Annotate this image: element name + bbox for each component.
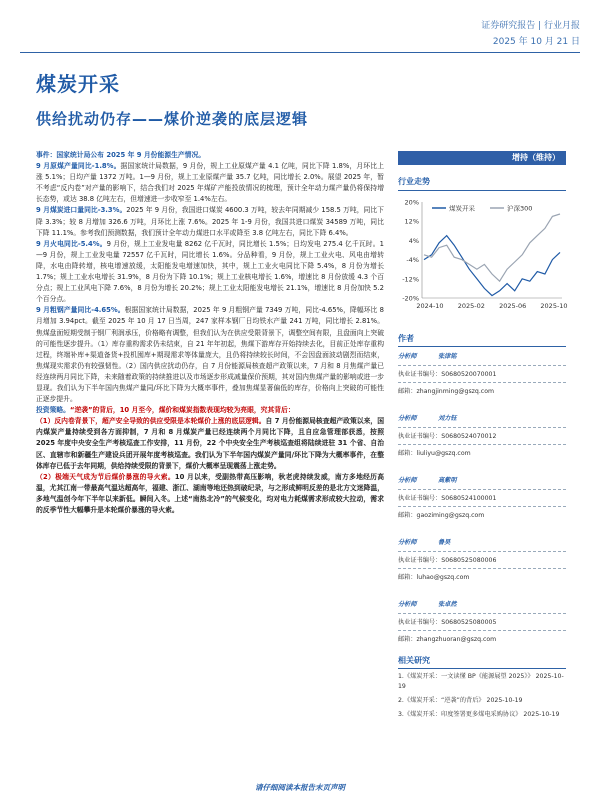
analyst-cert: 执业证书编号：S0680525080005 bbox=[398, 619, 497, 626]
bullet-title: （2）极端天气成为节后煤价暴涨的导火索。 bbox=[36, 472, 175, 481]
analyst-dash bbox=[398, 444, 566, 445]
paragraph-title: 9 月火电同比-5.4%。 bbox=[36, 239, 107, 248]
analyst-card bbox=[398, 535, 566, 597]
paragraph-title: 9 月粗钢产量同比-4.65%。 bbox=[36, 306, 125, 315]
bullet-title: （1）反内卷背景下，超产安全导致的供应受限是本轮煤价上涨的底层逻辑。 bbox=[36, 417, 266, 426]
analyst-name: 高紫明 bbox=[438, 477, 457, 484]
paragraph-thermal-power bbox=[36, 239, 384, 306]
bullet-1 bbox=[36, 416, 384, 471]
analyst-card bbox=[398, 411, 566, 473]
report-header bbox=[481, 18, 580, 50]
y-tick-label: -12% bbox=[402, 275, 419, 284]
analyst-email[interactable]: 邮箱：liuliyu@gszq.com bbox=[398, 450, 471, 457]
analyst-email[interactable]: 邮箱：gaoziming@gszq.com bbox=[398, 512, 485, 519]
analyst-name: 刘力钰 bbox=[438, 415, 457, 422]
analyst-dash bbox=[398, 568, 566, 569]
analyst-cert: 执业证书编号：S0680524070012 bbox=[398, 433, 497, 440]
analyst-dash bbox=[398, 613, 566, 614]
analyst-email[interactable]: 邮箱：luhao@gszq.com bbox=[398, 574, 470, 581]
analyst-divider bbox=[398, 346, 566, 347]
analyst-cert: 执业证书编号：S0680520070001 bbox=[398, 371, 497, 378]
y-tick-label: 4% bbox=[408, 236, 419, 245]
paragraph-coal-output bbox=[36, 161, 384, 205]
analyst-dash bbox=[398, 506, 566, 507]
x-tick-label: 2025-10 bbox=[540, 302, 568, 310]
paragraph-text: 据国家统计局数据，9 月份，规上工业原煤产量 4.1 亿吨，同比下降 1.8%，月环比上涨 5.1%；日均产量 1372 万吨。1—9 月份，规上工业原煤产量 35.7 亿吨，同比增长 2.0%。展望 2025 年，暂不考虑“反内卷”对产量的影响下，结合我们对 2025 年煤矿产能投放情况的梳理，预计全年动力煤产量仍将保持增长态势，或达 38.8 亿吨左右，但增速进一步收窄至 1.4%左右。 bbox=[36, 162, 384, 204]
event-label: 事件： bbox=[36, 151, 57, 159]
analyst-role: 分析师 bbox=[398, 353, 417, 360]
paragraph-crude-steel bbox=[36, 305, 384, 405]
related-divider bbox=[398, 668, 566, 669]
analyst-role: 分析师 bbox=[398, 415, 417, 422]
analyst-list bbox=[398, 349, 566, 659]
analyst-cert: 执业证书编号：S0680525080006 bbox=[398, 557, 497, 564]
x-tick-label: 2024-10 bbox=[416, 302, 444, 310]
y-tick-label: 12% bbox=[404, 217, 419, 226]
series-line-1 bbox=[424, 214, 560, 281]
analyst-dash bbox=[398, 489, 566, 490]
analyst-email[interactable]: 邮箱：zhangjinming@gszq.com bbox=[398, 388, 495, 395]
analyst-role: 分析师 bbox=[398, 477, 417, 484]
y-tick-label: 20% bbox=[404, 198, 419, 207]
analyst-dash bbox=[398, 382, 566, 383]
event-text: 国家统计局公布 2025 年 9 月份能源生产情况。 bbox=[56, 151, 206, 159]
paragraph-invest-strategy bbox=[36, 405, 384, 416]
analyst-card bbox=[398, 473, 566, 535]
report-date: 2025 年 10 月 21 日 bbox=[492, 37, 580, 47]
trend-title: 行业走势 bbox=[398, 177, 430, 186]
analyst-name: 鲁昊 bbox=[438, 539, 451, 546]
header-divider bbox=[20, 52, 580, 53]
analyst-role: 分析师 bbox=[398, 539, 417, 546]
related-item[interactable]: 3.《煤炭开采：印度签署更多煤电采购协议》 2025-10-19 bbox=[398, 711, 560, 718]
trend-divider bbox=[398, 190, 566, 191]
paragraph-text: 根据国家统计局数据，2025 年 9 月粗钢产量 7349 万吨，同比-4.65%，降幅环比 8 月增加 3.94pct。截至 2025 年 10 月 17 日当周，247 家样本钢厂日均铁水产量 241 万吨，同比增长 2.81%。焦煤盘面短期受制于钢厂利润承压，价格略有调整，但我们认为在供应受限背景下，调整空间有限，且盘面向上突破的可能性逐步提升。（1）库存重构需求仍未结束，自 21 年年初起，焦煤下游库存开始持续去化，目前正处库存重构过程，终端补库+渠道备货+投机囤库+期现需求等体量庞大，且仍将持续较长时间，不会因盘面波动剧烈而结束，焦煤现实需求仍有较强韧性。（2）国内供应扰动仍存，自 7 月份能源局核查超产政策以来，7 月和 8 月焦煤产量已经连续两月同比下降，未来随着政策的持续推进以及市场逐步形成减量保价预期，其对国内焦煤产量的影响或进一步显现。我们认为下半年国内焦煤产量同/环比下降为大概率事件，叠加焦煤显著偏低的库存，价格向上突破的可能性正逐步提升。 bbox=[36, 306, 384, 404]
x-tick-label: 2025-02 bbox=[457, 302, 485, 310]
event-paragraph bbox=[36, 150, 384, 161]
analyst-name: 张津铭 bbox=[438, 353, 457, 360]
legend-label: 煤炭开采 bbox=[449, 204, 475, 213]
trend-chart bbox=[396, 194, 568, 320]
bullet-text: 自 7 月份能源局核查超产政策以来，国内煤炭产量持续受到各方面抑制，7 月和 8 月煤炭产量已经连续两个月同比下降，且自应急管理部获悉，按照 2025 年度中央安全生产考核巡查工作安排，11 月份，22 个中央安全生产考核巡查组将陆续进驻 31 个省、自治区、直辖市和新疆生产建设兵团开展年度考核巡查。我们认为下半年国内煤炭产量同/环比下降为大概率事件，在整体库存已低于去年同期，供给持续受限的背景下，煤价大概率呈现震荡上涨走势。 bbox=[36, 417, 384, 470]
analyst-cert: 执业证书编号：S0680524100001 bbox=[398, 495, 497, 502]
bullet-2 bbox=[36, 472, 384, 516]
x-tick-label: 2025-06 bbox=[499, 302, 527, 310]
main-body bbox=[36, 150, 384, 516]
invest-highlight: “逆袭”的背后，10 月至今，煤价和煤炭指数表现均较为亮眼，究其背后： bbox=[69, 406, 295, 415]
analyst-email[interactable]: 邮箱：zhangzhuoran@gszq.com bbox=[398, 636, 497, 643]
paragraph-title: 9 月原煤产量同比-1.8%。 bbox=[36, 162, 121, 171]
analyst-dash bbox=[398, 427, 566, 428]
y-tick-label: -4% bbox=[406, 256, 419, 265]
paragraph-title: 9 月煤炭进口量同比-3.3%。 bbox=[36, 206, 127, 215]
analyst-card bbox=[398, 349, 566, 411]
y-tick-label: -20% bbox=[402, 294, 419, 303]
rating-banner: 增持（维持） bbox=[398, 151, 566, 165]
related-item[interactable]: 2.《煤炭开采：“逆袭”的背后》 2025-10-19 bbox=[398, 697, 523, 704]
page-title: 供给扰动仍存——煤价逆袭的底层逻辑 bbox=[36, 110, 309, 128]
analyst-name: 张卓然 bbox=[438, 601, 457, 608]
analyst-title: 作者 bbox=[398, 334, 414, 343]
paragraph-text: 2025 年 9 月份，我国进口煤炭 4600.3 万吨，较去年同期减少 158.5 万吨，同比下降 3.3%；较 8 月增加 326.6 万吨，月环比上涨 7.6%。2025 年 1-9 月份，我国共进口煤炭 34589 万吨，同比下降 11.1%。参考我们预测数据，我们预计全年动力煤进口水平或降至 3.8 亿吨左右，同比下降 6.4%。 bbox=[36, 206, 384, 237]
report-type: 证券研究报告 | 行业月报 bbox=[481, 21, 580, 31]
analyst-card bbox=[398, 597, 566, 659]
related-title: 相关研究 bbox=[398, 656, 430, 665]
paragraph-text: 9 月份，规上工业发电量 8262 亿千瓦时，同比增长 1.5%；日均发电 275.4 亿千瓦时。1—9 月份，规上工业发电量 72557 亿千瓦时，同比增长 1.6%。分品种看，9 月份，规上工业火电、风电由增转降，水电由降转增，核电增速放缓，太阳能发电增速加快，其中，规上工业火电同比下降 5.4%，8 月份为增长 1.7%；规上工业水电增长 31.9%，8 月份为下降 10.1%；规上工业核电增长 1.6%，增速比 8 月份放缓 4.3 个百分点；规上工业风电下降 7.6%，8 月份为增长 20.2%；规上工业太阳能发电增长 21.1%，增速比 8 月份加快 5.2 个百分点。 bbox=[36, 239, 384, 304]
paragraph-coal-import bbox=[36, 205, 384, 238]
section-title: 煤炭开采 bbox=[36, 72, 120, 96]
series-line-0 bbox=[424, 236, 560, 296]
analyst-dash bbox=[398, 630, 566, 631]
footer-disclaimer: 请仔细阅读本报告末页声明 bbox=[255, 783, 345, 792]
analyst-role: 分析师 bbox=[398, 601, 417, 608]
related-item[interactable]: 1.《煤炭开采：一文读懂 BP《能源展望 2025》》 2025-10-19 bbox=[398, 673, 564, 690]
bullet-text: 10 月以来，受副热带高压影响，秋老虎持续发威，南方多地经历高温，尤其江南一带最高气温达超高年，福建、浙江、湖南等地还热到破纪录，与之形成鲜明反差的是北方文迷降温，多地气温创今年下半年以来新低。瞬间入冬。上述“南热北冷”的气候变化，均对电力耗煤需求形成较大拉动，需求的反季节性大幅攀升是本轮煤价暴涨的导火索。 bbox=[36, 472, 385, 514]
legend-label: 沪深300 bbox=[507, 204, 533, 213]
analyst-dash bbox=[398, 551, 566, 552]
invest-label: 投资策略。 bbox=[36, 406, 70, 415]
related-list bbox=[398, 672, 566, 724]
analyst-dash bbox=[398, 365, 566, 366]
